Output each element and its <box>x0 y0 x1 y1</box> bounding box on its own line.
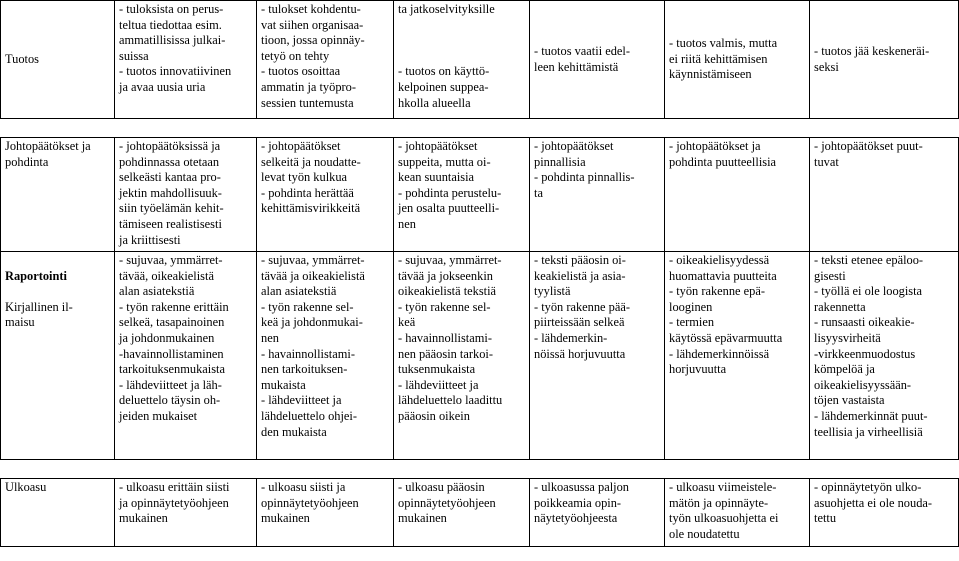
row-gap <box>1 119 959 138</box>
cell-tuotos-4: - tuotos vaatii edel- leen kehittämistä <box>530 1 665 119</box>
cell-johtopaatokset-1: - johtopäätöksissä ja pohdinnassa otetaan selkeästi kantaa pro- jektin mahdollisuuk- siin työelämän kehit- tämiseen realistisesti ja kriittisesti <box>115 138 257 252</box>
cell-tuotos-5: - tuotos valmis, mutta ei riitä kehittämisen käynnistämiseen <box>665 1 810 119</box>
section-heading-raportointi: Raportointi <box>5 268 67 283</box>
cell-ulkoasu-1: - ulkoasu erittäin siisti ja opinnäytetyöohjeen mukainen <box>115 479 257 547</box>
cell-raportointi-4: - teksti pääosin oi- keakielistä ja asia- tyylistä - työn rakenne pää- piirteissään selkeä - lähdemerkin- nöissä horjuvuutta <box>530 252 665 460</box>
cell-raportointi-3: - sujuvaa, ymmärret- tävää ja jokseenkin oikeakielistä tekstiä - työn rakenne sel- keä - havainnollistami- nen pääosin tarkoi- tuksenmukaista - lähdeviitteet ja lähdeluettelo laadittu pääosin oikein <box>394 252 530 460</box>
cell-tuotos-1: - tuloksista on perus- teltua tiedottaa esim. ammatillisissa julkai- suissa - tuotos innovatiivinen ja avaa uusia uria <box>115 1 257 119</box>
row-label-johtopaatokset: Johtopäätökset ja pohdinta <box>1 138 115 252</box>
row-label-raportointi <box>1 252 115 460</box>
cell-ulkoasu-3: - ulkoasu pääosin opinnäytetyöohjeen mukainen <box>394 479 530 547</box>
cell-raportointi-1: - sujuvaa, ymmärret- tävää, oikeakielistä alan asiatekstiä - työn rakenne erittäin selkeä, tasapainoinen ja johdonmukainen -havainnollistaminen tarkoituksenmukaista - lähdeviitteet ja läh- deluettelo täysin oh- jeiden mukaiset <box>115 252 257 460</box>
cell-ulkoasu-5: - ulkoasu viimeistele- mätön ja opinnäyte- työn ulkoasuohjetta ei ole noudatettu <box>665 479 810 547</box>
cell-johtopaatokset-4: - johtopäätökset pinnallisia - pohdinta pinnallis- ta <box>530 138 665 252</box>
cell-raportointi-5: - oikeakielisyydessä huomattavia puutteita - työn rakenne epä- looginen - termien käytössä epävarmuutta - lähdemerkinnöissä horjuvuutta <box>665 252 810 460</box>
table-row-johtopaatokset <box>1 138 959 252</box>
cell-tuotos-3: ta jatkoselvityksille - tuotos on käyttö- kelpoinen suppea- hkolla alueella <box>394 1 530 119</box>
row-label-ulkoasu: Ulkoasu <box>1 479 115 547</box>
cell-johtopaatokset-6: - johtopäätökset puut- tuvat <box>810 138 959 252</box>
cell-ulkoasu-2: - ulkoasu siisti ja opinnäytetyöohjeen mukainen <box>257 479 394 547</box>
cell-ulkoasu-6: - opinnäytetyön ulko- asuohjetta ei ole nouda- tettu <box>810 479 959 547</box>
table-row-raportointi <box>1 252 959 460</box>
cell-johtopaatokset-3: - johtopäätökset suppeita, mutta oi- kean suuntaisia - pohdinta perustelu- jen osalta puutteelli- nen <box>394 138 530 252</box>
table-row-ulkoasu <box>1 479 959 547</box>
table-row-tuotos <box>1 1 959 119</box>
row-label-tuotos: Tuotos <box>1 1 115 119</box>
cell-tuotos-6: - tuotos jää keskeneräi- seksi <box>810 1 959 119</box>
cell-tuotos-2: - tulokset kohdentu- vat siihen organisaa- tioon, jossa opinnäy- tetyö on tehty - tuotos osoittaa ammatin ja työpro- sessien tuntemusta <box>257 1 394 119</box>
cell-raportointi-2: - sujuvaa, ymmärret- tävää ja oikeakielistä alan asiatekstiä - työn rakenne sel- keä ja johdonmukai- nen - havainnollistami- nen tarkoituksen- mukaista - lähdeviitteet ja lähdeluettelo ohjei- den mukaista <box>257 252 394 460</box>
cell-ulkoasu-4: - ulkoasussa paljon poikkeamia opin- näytetyöohjeesta <box>530 479 665 547</box>
row-gap <box>1 460 959 479</box>
cell-raportointi-6: - teksti etenee epäloo- gisesti - työllä ei ole loogista rakennetta - runsaasti oikeakie- lisyysvirheitä -virkkeenmuodostus kömpelöä ja oikeakielisyyssään- töjen vastaista - lähdemerkinnät puut- teellisia ja virheellisiä <box>810 252 959 460</box>
cell-johtopaatokset-2: - johtopäätökset selkeitä ja noudatte- levat työn kulkua - pohdinta herättää kehittämisvirikkeitä <box>257 138 394 252</box>
row-label-kirjallinen-ilmaisu: Kirjallinen il- maisu <box>5 299 73 330</box>
cell-johtopaatokset-5: - johtopäätökset ja pohdinta puutteellisia <box>665 138 810 252</box>
